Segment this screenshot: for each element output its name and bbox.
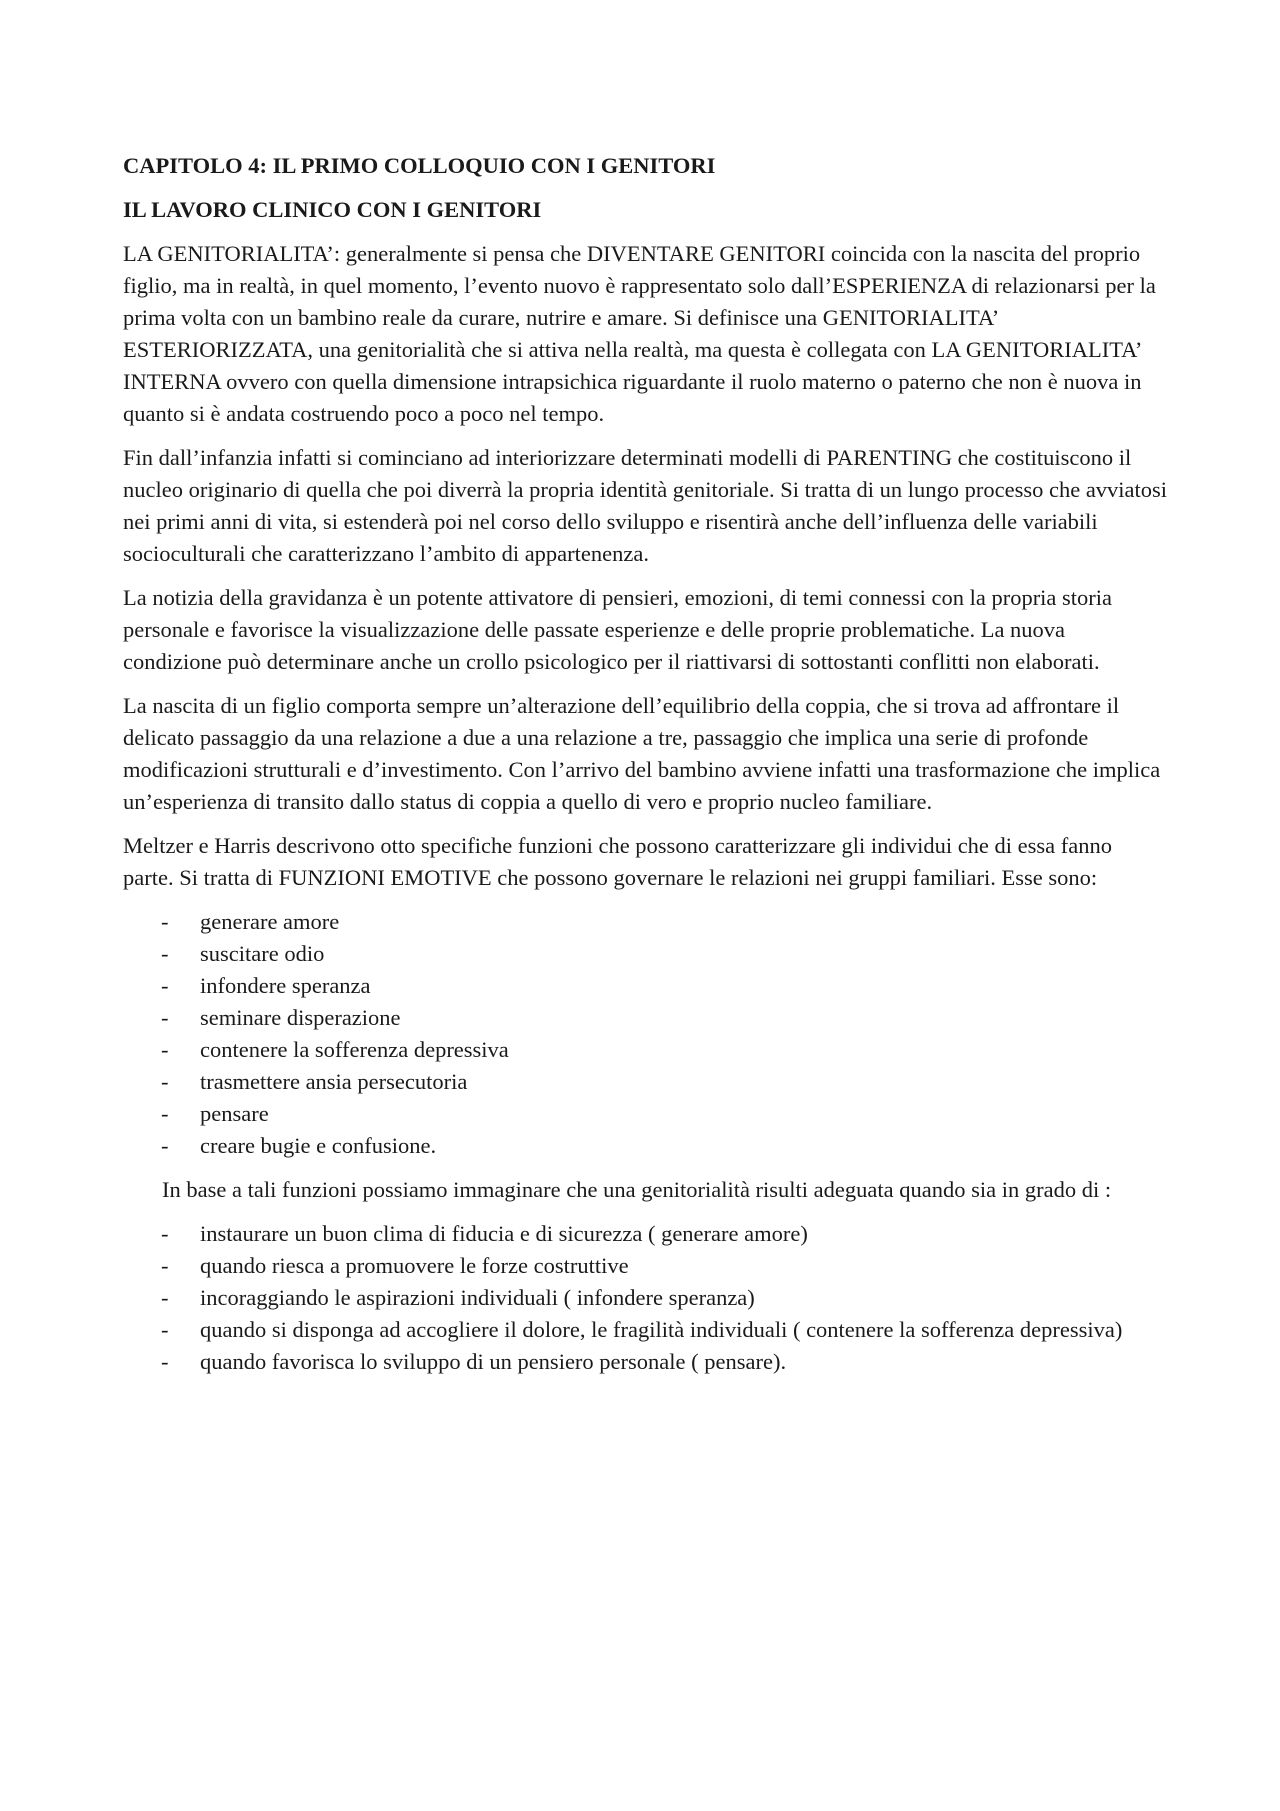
list-item-text: creare bugie e confusione. bbox=[200, 1133, 437, 1158]
list-dash: - bbox=[161, 1349, 169, 1374]
list-item bbox=[123, 1098, 1168, 1130]
list-item-text: infondere speranza bbox=[200, 973, 371, 998]
list-item bbox=[123, 970, 1168, 1002]
list-item bbox=[123, 906, 1168, 938]
list-dash: - bbox=[161, 1221, 169, 1246]
list-item-text: trasmettere ansia persecutoria bbox=[200, 1069, 468, 1094]
list-dash: - bbox=[161, 1101, 169, 1126]
list-item-text: incoraggiando le aspirazioni individuali ( infondere speranza) bbox=[200, 1285, 755, 1310]
paragraph-meltzer-harris: Meltzer e Harris descrivono otto specifiche funzioni che possono caratterizzare gli individui che di essa fanno parte. Si tratta di FUNZIONI EMOTIVE che possono governare le relazioni nei gruppi familiari. Esse sono: bbox=[123, 833, 1113, 890]
paragraph-parenting: Fin dall’infanzia infatti si cominciano ad interiorizzare determinati modelli di PARENTING che costituiscono il nucleo originario di quella che poi diverrà la propria identità genitoriale. Si tratta di un lungo processo che avviatosi nei primi anni di vita, si estenderà poi nel corso dello sviluppo e risentirà anche dell’influenza delle variabili socioculturali che caratterizzano l’ambito di appartenenza. bbox=[123, 445, 1168, 566]
list-item bbox=[123, 1130, 1168, 1162]
paragraph-nascita: La nascita di un figlio comporta sempre un’alterazione dell’equilibrio della coppia, che si trova ad affrontare il delicato passaggio da una relazione a due a una relazione a tre, passaggio che implica una serie di profonde modificazioni strutturali e d’investimento. Con l’arrivo del bambino avviene infatti una trasformazione che implica un’esperienza di transito dallo status di coppia a quello di vero e proprio nucleo familiare. bbox=[123, 693, 1161, 814]
list-item-text: generare amore bbox=[200, 909, 340, 934]
list-dash: - bbox=[161, 1037, 169, 1062]
paragraph-genitorialita: LA GENITORIALITA’: generalmente si pensa che DIVENTARE GENITORI coincida con la nascita del proprio figlio, ma in realtà, in quel momento, l’evento nuovo è rappresentato solo dall’ESPERIENZA di relazionarsi per la prima volta con un bambino reale da curare, nutrire e amare. Si definisce una GENITORIALITA’ ESTERIORIZZATA, una genitorialità che si attiva nella realtà, ma questa è collegata con LA GENITORIALITA’ INTERNA ovvero con quella dimensione intrapsichica riguardante il ruolo materno o paterno che non è nuova in quanto si è andata costruendo poco a poco nel tempo. bbox=[123, 241, 1156, 426]
list-dash: - bbox=[161, 973, 169, 998]
adequacy-list bbox=[123, 1218, 1168, 1378]
list-item-text: quando riesca a promuovere le forze costruttive bbox=[200, 1253, 629, 1278]
document-page bbox=[123, 150, 1168, 1390]
list-item-text: instaurare un buon clima di fiducia e di sicurezza ( generare amore) bbox=[200, 1221, 808, 1246]
list-item bbox=[123, 1066, 1168, 1098]
list-dash: - bbox=[161, 909, 169, 934]
list-dash: - bbox=[161, 1069, 169, 1094]
functions-list bbox=[123, 906, 1168, 1162]
list-item bbox=[123, 1250, 1168, 1282]
list-dash: - bbox=[161, 1317, 169, 1342]
paragraph-gravidanza: La notizia della gravidanza è un potente attivatore di pensieri, emozioni, di temi connessi con la propria storia personale e favorisce la visualizzazione delle passate esperienze e delle proprie problematiche. La nuova condizione può determinare anche un crollo psicologico per il riattivarsi di sottostanti conflitti non elaborati. bbox=[123, 585, 1113, 674]
list-dash: - bbox=[161, 1133, 169, 1158]
list-dash: - bbox=[161, 1005, 169, 1030]
list-item-text: seminare disperazione bbox=[200, 1005, 401, 1030]
list-item bbox=[123, 938, 1168, 970]
list-item-text: quando si disponga ad accogliere il dolore, le fragilità individuali ( contenere la sofferenza depressiva) bbox=[200, 1317, 1123, 1342]
paragraph-intro-adequacy: In base a tali funzioni possiamo immaginare che una genitorialità risulti adeguata quando sia in grado di : bbox=[162, 1177, 1112, 1202]
list-dash: - bbox=[161, 1285, 169, 1310]
list-item-text: contenere la sofferenza depressiva bbox=[200, 1037, 509, 1062]
list-item bbox=[123, 1314, 1168, 1346]
list-dash: - bbox=[161, 1253, 169, 1278]
list-item-text: quando favorisca lo sviluppo di un pensiero personale ( pensare). bbox=[200, 1349, 787, 1374]
list-item bbox=[123, 1346, 1168, 1378]
list-item bbox=[123, 1218, 1168, 1250]
list-item bbox=[123, 1002, 1168, 1034]
list-item bbox=[123, 1034, 1168, 1066]
section-title: IL LAVORO CLINICO CON I GENITORI bbox=[123, 197, 542, 222]
list-item-text: suscitare odio bbox=[200, 941, 325, 966]
chapter-title: CAPITOLO 4: IL PRIMO COLLOQUIO CON I GENITORI bbox=[123, 153, 716, 178]
list-dash: - bbox=[161, 941, 169, 966]
list-item-text: pensare bbox=[200, 1101, 269, 1126]
list-item bbox=[123, 1282, 1168, 1314]
